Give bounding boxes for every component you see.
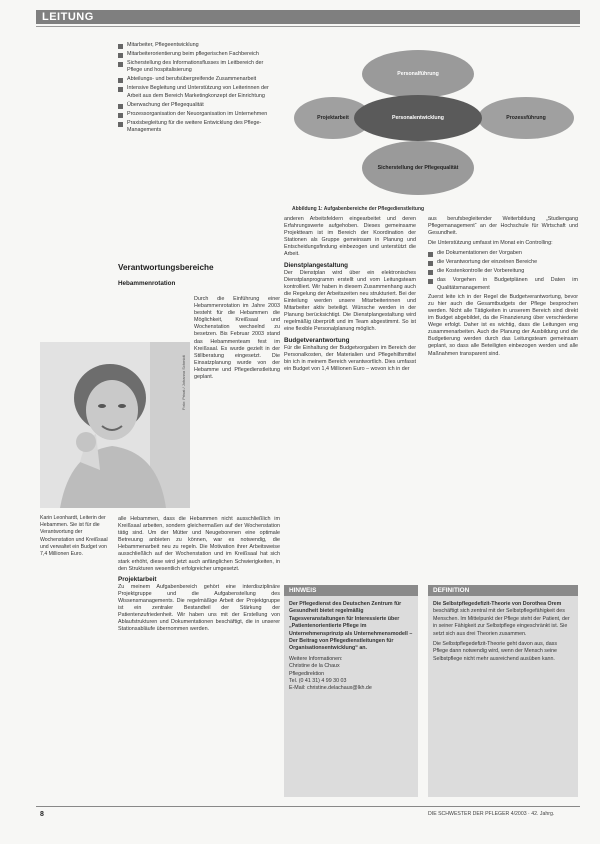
journal-reference: DIE SCHWESTER DER PFLEGER 4/2003 · 42. Jahrg. xyxy=(428,811,555,817)
bullet-item: Praxisbegleitung für die weitere Entwicklung des Pflege-Managements xyxy=(118,120,280,135)
paragraph: aus berufsbegleitender Weiterbildung „Studiengang Pflegemanagement“ an der Hochschule für Wirtschaft und Gesundheit. xyxy=(428,216,578,237)
paragraph: Zu meinem Aufgabenbereich gehört eine interdisziplinäre Projektgruppe und die Aufgabenstellung des Wissensmanagements. Die regelmäßige Arbeit der Projektgruppe ist ein zentraler Bestandteil der Stärkung der Patientenzufriedenheit. Wir haben uns mit der Erstellung von Ablaufstrukturen und Dokumentationen beschäftigt, die in unserer Stationsabläufe übernommen werden. xyxy=(118,583,280,633)
hinweis-box xyxy=(284,585,418,797)
hinweis-contact-name: Christine de la Chaux xyxy=(289,663,340,670)
paragraph: Für die Einhaltung der Budgetvorgaben im Bereich der Personalkosten, der Materialien und Pflegehilfsmittel bin ich in meinem Bereich verantwortlich. Dies umfasst ein Budget von 1,4 Millionen Euro – wovon ich in der xyxy=(284,344,416,372)
article-column-2 xyxy=(284,216,416,576)
list-item: das Vorgehen in Budgetplänen und Daten im Qualitätsmanagement xyxy=(428,277,578,292)
hinweis-text: Der Pflegedienst des Deutschen Zentrum für Gesundheit bietet regelmäßig Tagesveranstaltungen für Interessierte über „Patientenorientierte Pflege im Unternehmensprinzip als Unternehmensmodell – Der Beitrag von Pflegedienstleitungen für Organisationsentwicklung“ an. xyxy=(289,601,413,652)
paragraph: Durch die Einführung einer Hebammenrotation im Jahre 2003 besteht für die Hebammen die Möglichkeit, Kreißsaal und Wochenstation wechselnd zu besetzen. Bis Februar 2003 stand das Hebammenteam fest im Kreißsaal. Es wurde gezielt in der Stillberatung eingesetzt. Die Einsatzplanung wurde von der Hebamme und Pflegedienstleitung geplant. xyxy=(194,296,280,381)
hinweis-contact-dept: Pflegedirektion xyxy=(289,670,325,677)
definition-heading: Die Selbstpflegedefizit-Theorie von Dorothea Orem xyxy=(433,601,562,607)
page-number: 8 xyxy=(40,811,44,818)
paragraph: Der Dienstplan wird über ein elektronisches Dienstplanprogramm erstellt und vom Leitungsteam kontrolliert. Wir haben in diesem Zusammenhang auch die Regelung der Arbeitszeiten neu strukturiert. Bei der Einteilung werden unsere Mitarbeiterinnen und Mitarbeiter aktiv beteiligt. Wünsche werden in der Planung berücksichtigt. Die Dienstplangestaltung wird regelmäßig überprüft und im Team abgestimmt. So ist eine flexible Personalplanung möglich. xyxy=(284,269,416,333)
hinweis-contact-label: Weitere Informationen: xyxy=(289,655,343,662)
definition-text-2: Die Selbstpflegedefizit-Theorie geht davon aus, dass Pflege dann notwendig wird, wenn der Mensch seine Selbstpflege nicht mehr ausreichend ausüben kann. xyxy=(433,641,557,662)
portrait-photo xyxy=(40,342,190,508)
bullet-item: Mitarbeiterorientierung beim pflegerischen Fachbereich xyxy=(118,51,280,58)
article-column-1-top xyxy=(118,277,278,288)
task-bullet-list xyxy=(118,42,280,136)
portrait-illustration xyxy=(40,342,190,508)
bullet-item: Mitarbeiter, Pflegeentwicklung xyxy=(118,42,280,49)
list-item: die Kostenkontrolle der Vorbereitung xyxy=(428,268,578,275)
photo-credit: Foto: Privat / Johanna Schmidt xyxy=(181,355,186,410)
bullet-item: Prozessorganisation der Neuorganisation im Unternehmen xyxy=(118,111,280,118)
section-heading: Verantwortungsbereiche xyxy=(118,263,214,272)
subheading-projektarbeit: Projektarbeit xyxy=(118,575,157,583)
hinweis-title: HINWEIS xyxy=(284,585,418,596)
hinweis-contact-phone: Tel. (0 41 31) 4 99 30 03 xyxy=(289,678,347,685)
bullet-item: Abteilungs- und berufsübergreifende Zusammenarbeit xyxy=(118,76,280,83)
diagram-node-top: Personalführung xyxy=(362,50,474,98)
header-rule xyxy=(36,26,580,27)
definition-title: DEFINITION xyxy=(428,585,578,596)
subheading-hebammenrotation: Hebammenrotation xyxy=(118,280,176,287)
article-column-1-bottom xyxy=(118,516,280,804)
subheading-dienstplan: Dienstplangestaltung xyxy=(284,261,349,269)
bullet-item: Sicherstellung des Informationsflusses im Leitbereich der Pflege und hospitalisierung xyxy=(118,60,280,75)
diagram-node-center: Personalentwicklung xyxy=(354,95,482,141)
definition-body xyxy=(433,601,573,663)
diagram-node-left: Projektarbeit xyxy=(294,97,372,139)
article-column-3 xyxy=(428,216,578,580)
paragraph: alle Hebammen, dass die Hebammen nicht ausschließlich im Kreißsaal arbeiten, sondern gleichermaßen auf der Wochenstation tätig sind. Um der Mütter und Neugeborenen eine optimale Betreuung anbieten zu können, war es notwendig, die Hebammenarbeit neu zu regeln. Die Motivation ihrer Arbeitsweise ausschließlich auf der Wochenstation und im Kreißsaal hat sich stark erhöht, diese wird jetzt auch anfänglichen Schwierigkeiten, in den Strukturen wesentlich erfolgreicher umgesetzt. xyxy=(118,516,280,572)
hinweis-body xyxy=(289,601,413,693)
paragraph: anderen Arbeitsfeldern eingearbeitet und deren Erfahrungswerte aufgehoben. Dieses gemeinsame Projektteam ist im Bereich der Koordination der Stationen als Gruppe gemeinsam in Planung und Entscheidungsfindung einbezogen und unterstützt die Arbeit. xyxy=(284,216,416,258)
paragraph: Zuerst leite ich in der Regel die Budgetverantwortung, bevor zu hier auch die Gesamtbudgets der Pflege besprochen werden. Nicht alle Tätigkeiten in unserem Bereich sind direkt im Budget abgebildet, da die Finanzierung über verschiedene Wege erfolgt. Daher ist es wichtig, dass die Leitungen eng zusammenarbeiten. Auch die Planung der Ausbildung und die Budgetierung werden durch das Leitungsteam gemeinsam geplant, so dass alle Beteiligten einbezogen werden und alle Maßnahmen transparent sind. xyxy=(428,293,578,357)
diagram-caption: Abbildung 1: Aufgabenbereiche der Pflegedienstleitung xyxy=(292,206,425,212)
section-header-label: LEITUNG xyxy=(42,11,94,23)
list-item: die Dokumentationen der Vorgaben xyxy=(428,250,578,257)
diagram-node-right: Prozessführung xyxy=(478,97,574,139)
task-area-diagram xyxy=(290,45,578,200)
footer-rule xyxy=(36,806,580,807)
definition-box xyxy=(428,585,578,797)
section-header-bar xyxy=(36,10,580,24)
bullet-item: Überwachung der Pflegequalität xyxy=(118,102,280,109)
paragraph: Die Unterstützung umfasst im Monat ein Controlling: xyxy=(428,240,553,247)
diagram-node-bottom: Sicherstellung der Pflegequalität xyxy=(362,141,474,195)
article-column-1-narrow xyxy=(194,296,280,514)
bullet-item: Intensive Begleitung und Unterstützung von Leiterinnen der Arbeit aus dem Bereich Marketingkonzept der Einrichtung xyxy=(118,85,280,100)
hinweis-contact-email: E-Mail: christine.delachaux@lkh.de xyxy=(289,685,372,692)
subheading-budget: Budgetverantwortung xyxy=(284,336,350,344)
list-item: die Verantwortung der einzelnen Bereiche xyxy=(428,259,578,266)
photo-caption: Karin Leonhardt, Leiterin der Hebammen. Sie ist für die Verantwortung der Wochenstation und Kreißsaal und verwaltet ein Budget von 7,4 Millionen Euro. xyxy=(40,515,108,558)
definition-text-1: beschäftigt sich zentral mit der Selbstpflegefähigkeit des Menschen. Im Mittelpunkt der Pflege steht der Patient, der in seiner Fähigkeit zur Selbstpflege eingeschränkt ist. Sie setzt sich aus drei Theorien zusammen. xyxy=(433,608,570,637)
